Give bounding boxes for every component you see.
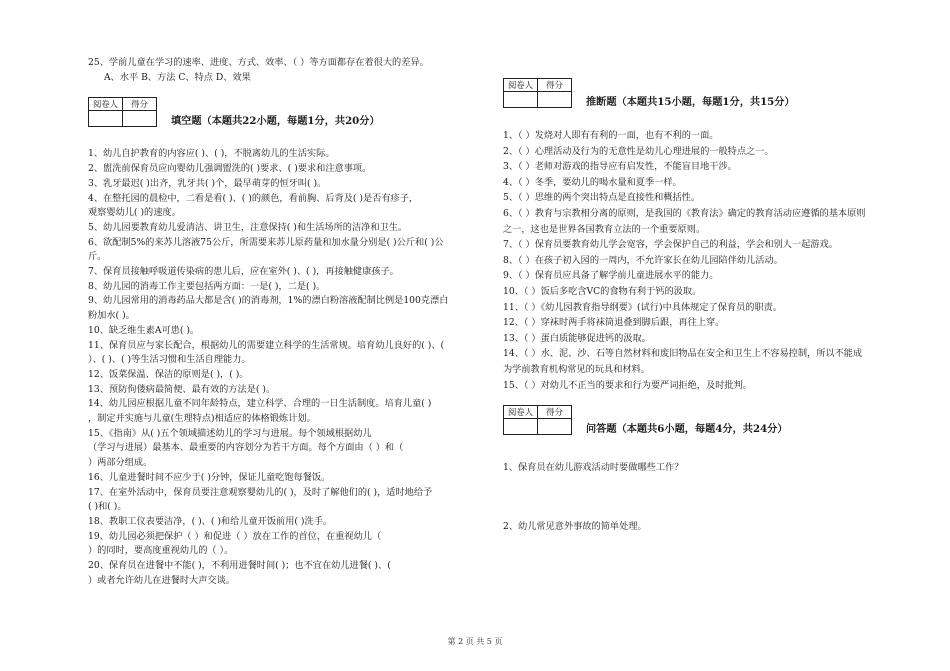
- score-box: [503, 78, 572, 108]
- question-line: 3、（ ）老师对游戏的指导应有启发性，不能盲目地干涉。: [503, 161, 737, 173]
- question-line: 10、缺乏维生素A可患( )。: [88, 324, 200, 336]
- question-line: ）、( )、( )等生活习惯和生活自理能力。: [88, 354, 251, 366]
- question-line: 4、（ ）冬季，要幼儿的喝水量和夏季一样。: [503, 176, 682, 188]
- question-line: 3、乳牙最迟( )出齐，乳牙共( )个，最早萌芽的恒牙叫( )。: [88, 177, 327, 189]
- judgment-section-title: 推断题（本题共15小题，每题1分，共15分）: [586, 96, 795, 108]
- question-line: 14、幼儿园应根据儿童不同年龄特点，建立科学、合理的一日生活制度。培育儿童( ): [88, 398, 432, 410]
- qa-section-title: 问答题（本题共6小题，每题4分，共24分）: [586, 423, 788, 436]
- question-line: 15、《指南》从( )五个领域描述幼儿的学习与进展。每个领域根据幼儿: [88, 427, 372, 439]
- reviewer-label: 阅卷人: [89, 98, 123, 111]
- score-box: [503, 405, 572, 435]
- right-column: [503, 78, 898, 535]
- question-line: 7、（ ）保育员要教育幼儿学会宽容，学会保护自己的利益，学会和别人一起游戏。: [503, 239, 838, 251]
- question-line: 13、（ ）蛋白质能够促进钙的汲取。: [503, 332, 651, 344]
- fill-blank-questions: [88, 147, 486, 588]
- question-line: 5、幼儿园要教育幼儿爱清洁、讲卫生，注意保持( )和生活场所的洁净和卫生。: [88, 221, 408, 233]
- question-line: 19、幼儿园必须把保护（ ）和促进（ ）放在工作的首位，在重视幼儿（: [88, 530, 382, 542]
- question-line: 6、（ ）教育与宗教相分离的原则，是我国的《教育法》确定的教育活动应遵循的基本原则: [503, 207, 866, 219]
- question-line: 13、预防佝偻病最简便、最有效的方法是( )。: [88, 383, 276, 395]
- question-line: 斤。: [88, 251, 107, 263]
- question-line: 9、（ ）保育员应具备了解学前儿童进展水平的能力。: [503, 270, 719, 282]
- question-line: 1、幼儿自护教育的内容应( )、( )，不脱离幼儿的生活实际。: [88, 148, 335, 160]
- question-line: 11、（ ）《幼儿园教育指导纲要》(试行)中具体规定了保育员的职责。: [503, 301, 783, 313]
- question-line: 18、教职工仪表要洁净，( )、( )和给儿童开饭前用( )洗手。: [88, 515, 333, 527]
- question-line: 10、（ ）饭后多吃含VC的食物有利于钙的汲取。: [503, 285, 702, 297]
- question-line: 11、保育员应与家长配合，根据幼儿的需要建立科学的生活常规。培育幼儿良好的( )、(: [88, 339, 445, 351]
- question-line: 2、盥洗前保育员应向婴幼儿强调盥洗的( )要求、( )要求和注意事项。: [88, 163, 372, 175]
- question-line: 粉加水( )。: [88, 310, 135, 322]
- fill-blank-section-title: 填空题（本题共22小题，每题1分，共20分）: [171, 115, 380, 128]
- score-label: 得分: [538, 406, 572, 419]
- question-line: 4、在整托园的晨检中，二看是看( )、( )的颜色，看前胸、后背及( )是否有疹子，: [88, 192, 419, 204]
- question-line: （学习与进展）最基本、最重要的内容划分为若干方面。每个方面由（ ）和（: [88, 442, 404, 454]
- question-line: 7、保育员接触呼吸道传染病的患儿后，应在室外( )、( )，再接触健康孩子。: [88, 266, 399, 278]
- score-label: 得分: [123, 98, 157, 111]
- question-line: 5、（ ）思维的两个突出特点是直接性和概括性。: [503, 192, 701, 204]
- question-line: 14、（ ）水、泥、沙、石等自然材料和废旧物品在安全和卫生上不容易控制，所以不能成: [503, 348, 863, 360]
- reviewer-label: 阅卷人: [504, 79, 538, 92]
- question-line: 之一，这也是世界各国教育立法的一个重要原则。: [503, 223, 706, 235]
- reviewer-label: 阅卷人: [504, 406, 538, 419]
- question-line: ）或者允许幼儿在进餐时大声交谈。: [88, 574, 235, 586]
- question-25-options: A、水平 B、方法 C、特点 D、效果: [104, 71, 251, 83]
- question-line: 9、幼儿园常用的消毒药品大都是含( )的消毒剂，1%的漂白粉溶液配制比例是100克漂白: [88, 295, 449, 307]
- question-line: ）两部分组成。: [88, 457, 153, 469]
- qa-question-1: 1、保育员在幼儿游戏活动时要做哪些工作？: [503, 462, 684, 474]
- question-line: ，制定并实施与儿童(生理特点)相适应的体格锻炼计划。: [88, 413, 316, 425]
- question-line: 17、在室外活动中，保育员要注意观察婴幼儿的( )，及时了解他们的( )，适时地给予: [88, 486, 433, 498]
- question-line: 15、（ ）对幼儿不正当的要求和行为要严词拒绝，及时批判。: [503, 379, 752, 391]
- qa-question-2: 2、幼儿常见意外事故的简单处理。: [503, 520, 647, 532]
- judgment-questions: [503, 128, 898, 393]
- score-box: [88, 97, 157, 127]
- question-line: ）的同时，要高度重视幼儿的（ ）。: [88, 545, 234, 557]
- left-column: [88, 56, 486, 589]
- question-line: 8、幼儿园的消毒工作主要包括两方面：一是( )，二是( )。: [88, 280, 326, 292]
- question-line: 1、（ ）发烧对人即有有利的一面，也有不利的一面。: [503, 130, 719, 141]
- question-line: 6、欲配制5%的来苏儿溶液75公斤，所需要来苏儿原药量和加水量分别是( )公斤和( )公: [88, 236, 444, 248]
- page-number-footer: 第 2 页 共 5 页: [447, 637, 503, 646]
- question-line: ( )和( )。: [88, 501, 127, 513]
- question-line: 12、饭菜保温、保洁的原则是( )，( )。: [88, 368, 249, 380]
- question-line: 2、（ ）心理活动及行为的无意性是幼儿心理进展的一般特点之一。: [503, 145, 774, 157]
- fill-blank-section-header: [88, 97, 486, 127]
- question-line: 20、保育员在进餐中不能( )，不利用进餐时间( )；也不宜在幼儿进餐( )、(: [88, 560, 391, 572]
- qa-section-header: [503, 405, 898, 435]
- score-label: 得分: [538, 79, 572, 92]
- question-line: 12、（ ）穿袜时两手将袜筒退叠到脚后跟，再往上穿。: [503, 317, 725, 329]
- question-line: 16、儿童进餐时间不应少于( )分钟，保证儿童吃饱每餐饭。: [88, 471, 331, 483]
- question-25-stem: 25、学前儿童在学习的速率、进度、方式、效率、（ ）等方面都存在着很大的差异。: [88, 57, 429, 68]
- judgment-section-header: [503, 78, 898, 108]
- question-line: 为学前教育机构常见的玩具和材料。: [503, 363, 650, 375]
- question-line: 观察婴幼儿( )的速度。: [88, 207, 181, 219]
- question-line: 8、（ ）在孩子初入园的一周内，不允许家长在幼儿园陪伴幼儿活动。: [503, 254, 783, 266]
